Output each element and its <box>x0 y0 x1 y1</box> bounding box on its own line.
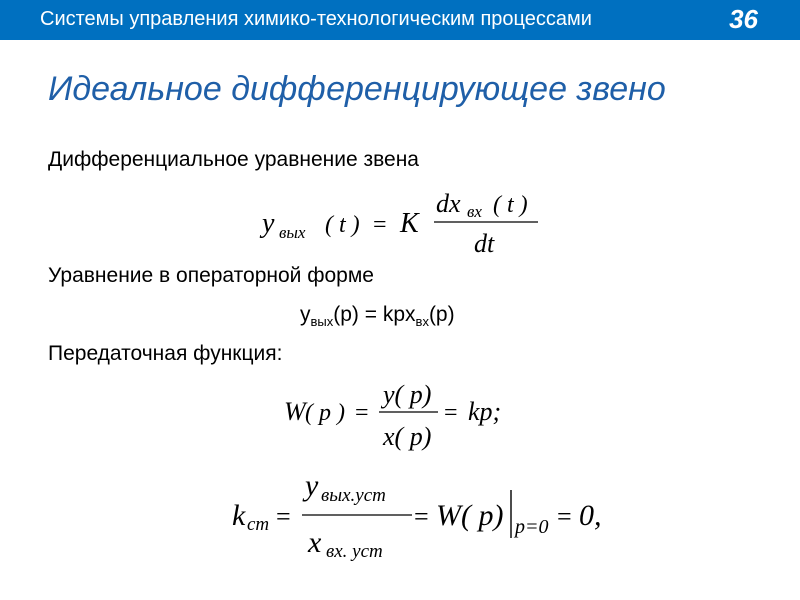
header-title: Системы управления химико-технологическим процессами <box>40 8 592 30</box>
f1-num-sub: вх <box>467 202 482 221</box>
f1-eq: = <box>373 212 387 238</box>
op-tail: (p) <box>428 303 455 326</box>
f3-den-x: x <box>308 526 322 559</box>
f1-y: y <box>262 208 275 239</box>
f1-k: K <box>400 208 419 239</box>
f3-num-sub: вых.уст <box>321 485 386 506</box>
f3-w: W( p) <box>436 499 504 532</box>
f1-num-dx: dx <box>436 189 461 218</box>
f3-eq3: = <box>557 502 572 531</box>
f2-den: x( p) <box>383 422 432 451</box>
slide-title: Идеальное дифференцирующее звено <box>48 70 666 108</box>
f2-arg: ( p ) <box>305 400 345 426</box>
f3-k: k <box>232 499 246 532</box>
f3-eq2: = <box>414 502 429 531</box>
section-operator-form: Уравнение в операторной форме <box>48 264 374 287</box>
f2-num: y( p) <box>383 380 432 409</box>
f1-arg: ( t ) <box>325 212 360 238</box>
section-transfer-function: Передаточная функция: <box>48 342 283 365</box>
f3-k-sub: ст <box>247 514 270 535</box>
section-differential-equation: Дифференциальное уравнение звена <box>48 148 419 171</box>
f2-eq2: = <box>444 400 458 426</box>
f3-result: 0, <box>579 499 602 532</box>
formula-transfer <box>284 380 501 451</box>
f1-num-arg: ( t ) <box>493 192 528 218</box>
f2-rhs: kp; <box>468 397 502 426</box>
f3-den-sub: вх. уст <box>326 541 383 562</box>
f3-num-y: y <box>305 469 319 502</box>
op-y: y <box>300 303 311 326</box>
f2-w: W <box>284 397 306 426</box>
op-x-sub: вх <box>415 314 429 330</box>
op-y-sub: вых <box>310 314 334 330</box>
f3-cond: p=0 <box>515 516 549 538</box>
op-mid: (p) = kpx <box>333 303 416 326</box>
f2-eq1: = <box>355 400 369 426</box>
formula-static-gain <box>232 469 602 562</box>
slide-number: 36 <box>729 4 758 34</box>
f1-y-sub: вых <box>279 223 306 242</box>
f3-eq1: = <box>276 502 291 531</box>
f1-den: dt <box>474 229 495 258</box>
formula-differential <box>259 189 538 258</box>
